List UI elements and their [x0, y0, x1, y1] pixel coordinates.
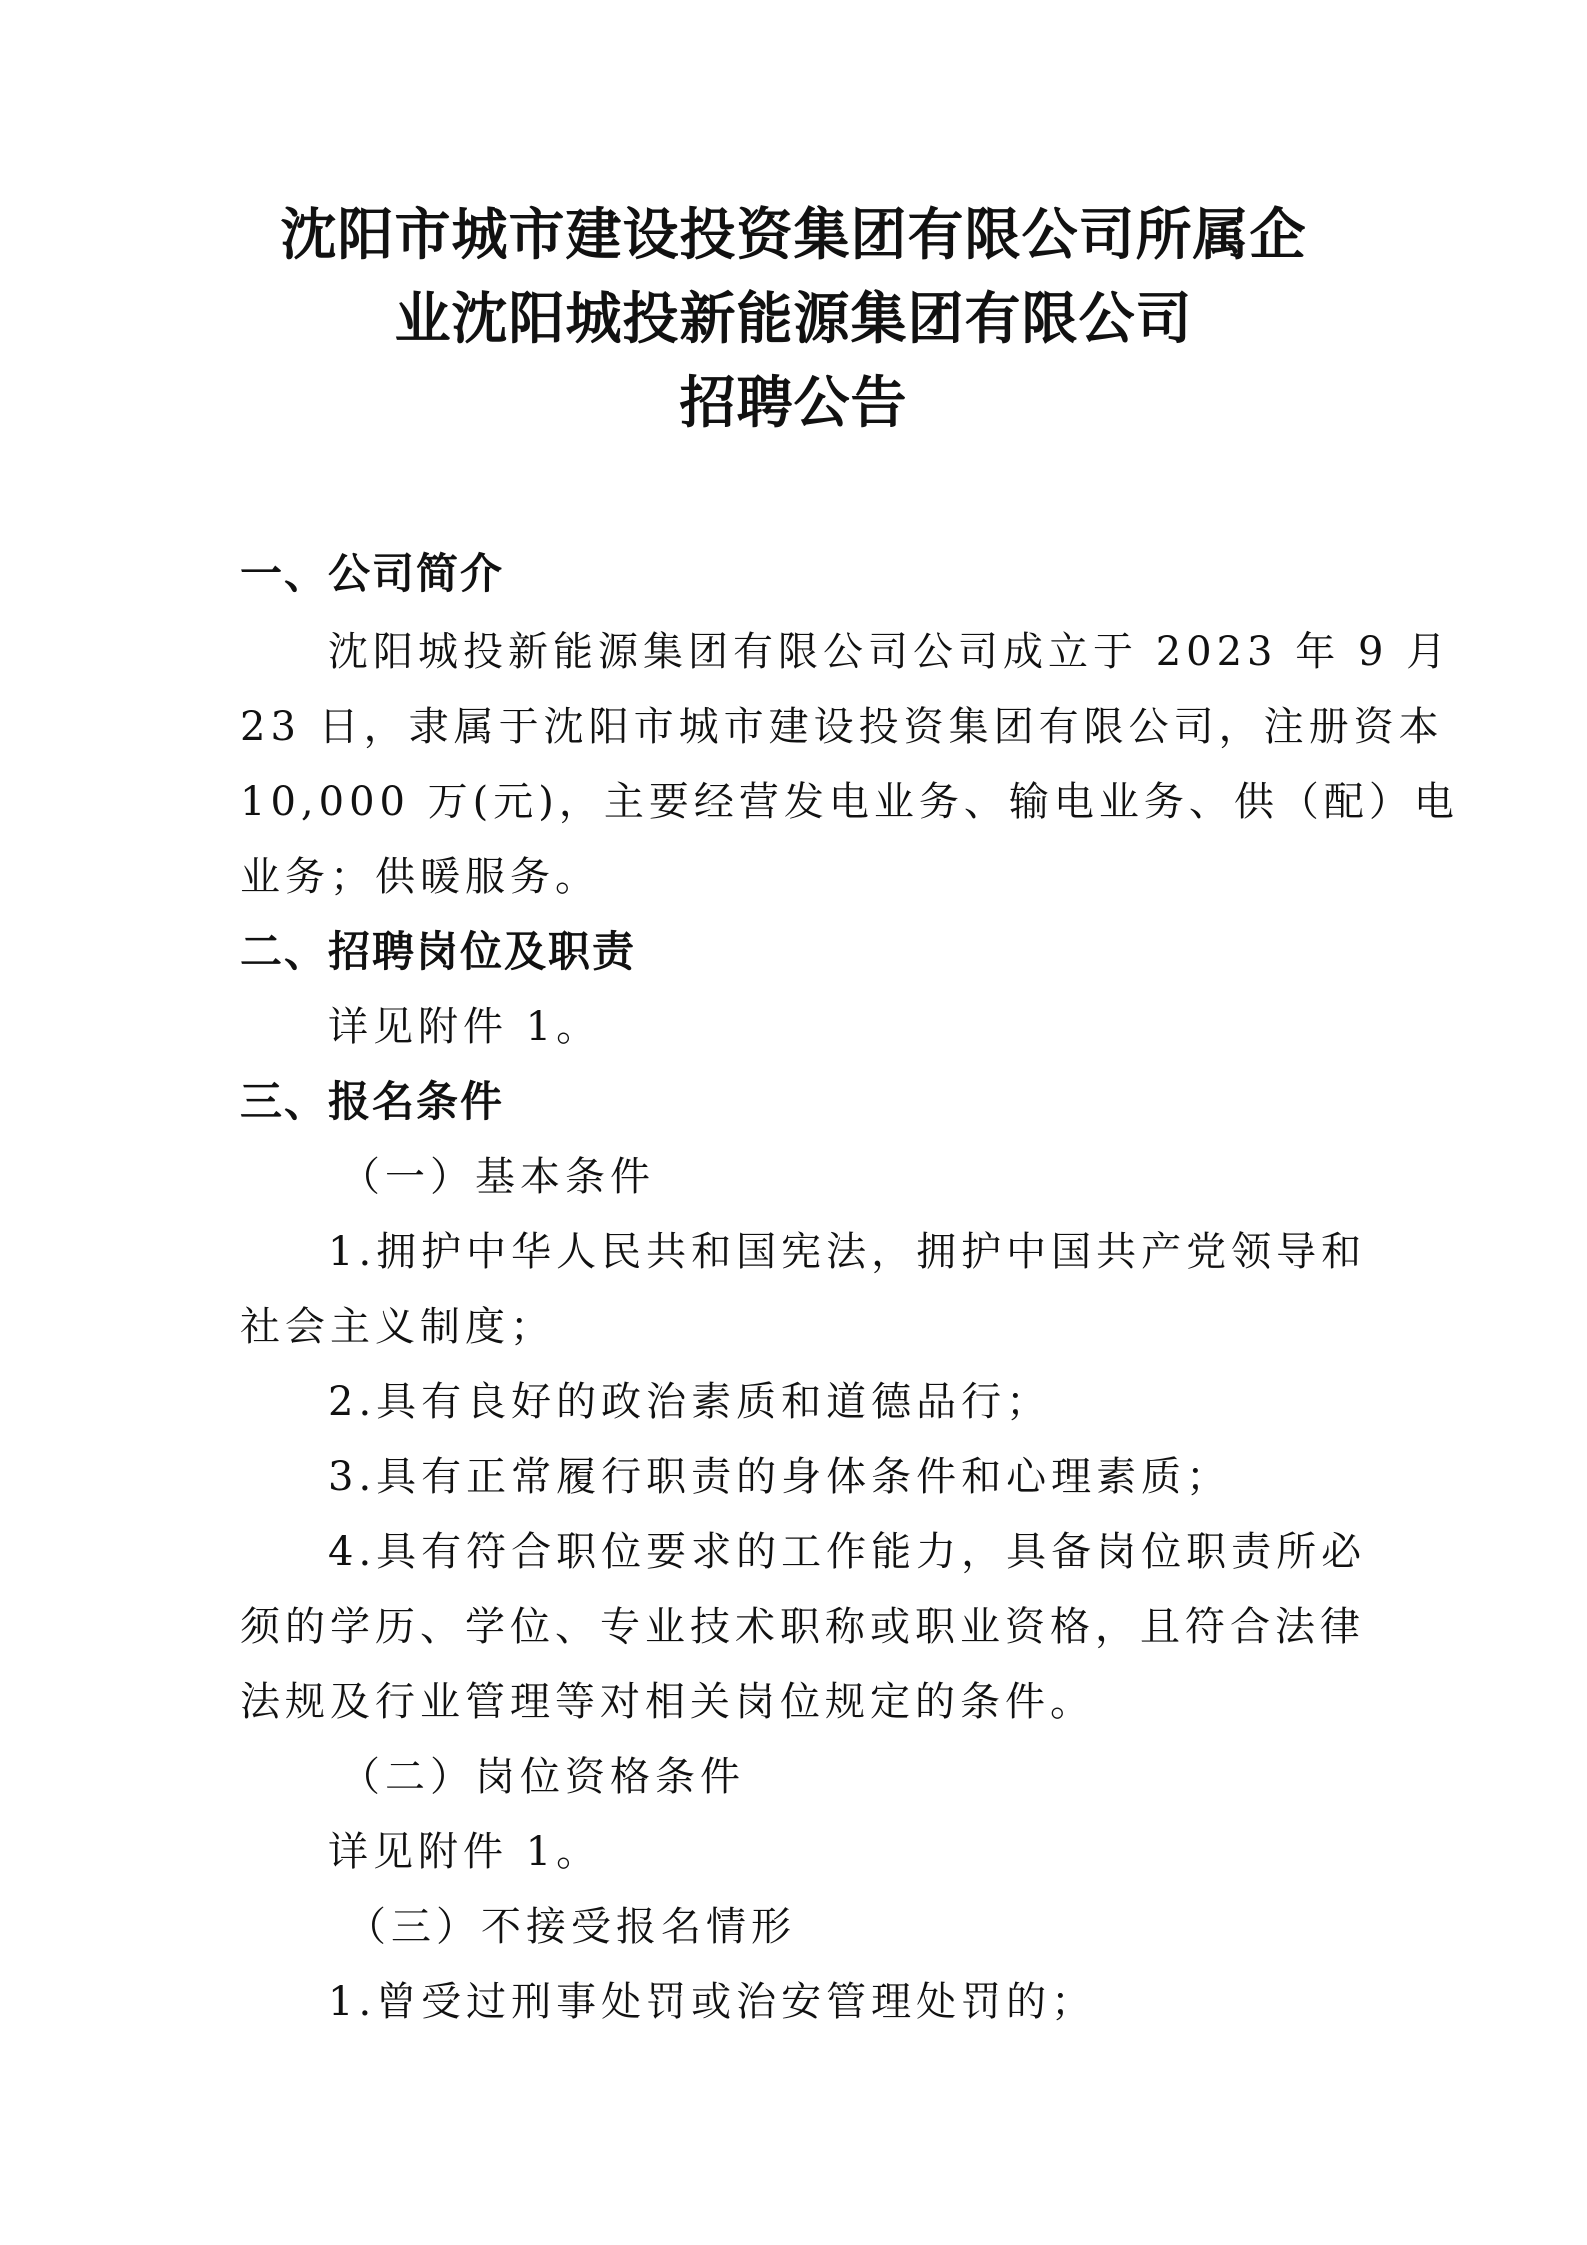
section-3-heading: 三、报名条件: [240, 1077, 505, 1126]
document-title-line-2: 业沈阳城投新能源集团有限公司: [394, 287, 1193, 352]
section-3-sub-3-item-1: 1.曾受过刑事处罚或治安管理处罚的；: [328, 1979, 1097, 2025]
section-3-sub-3-heading: （三）不接受报名情形: [346, 1904, 796, 1950]
document-title-line-1: 沈阳市城市建设投资集团有限公司所属企: [280, 203, 1307, 268]
section-3-sub-1-item-2: 2.具有良好的政治素质和道德品行；: [328, 1379, 1052, 1425]
section-2-heading: 二、招聘岗位及职责: [240, 927, 637, 976]
section-1-line-2: 23 日，隶属于沈阳市城市建设投资集团有限公司，注册资本: [240, 704, 1444, 750]
section-3-sub-1-item-1-line-1: 1.拥护中华人民共和国宪法，拥护中国共产党领导和: [328, 1229, 1367, 1275]
section-3-sub-1-item-4-line-1: 4.具有符合职位要求的工作能力，具备岗位职责所必: [328, 1529, 1367, 1575]
section-1-line-3: 10,000 万(元)，主要经营发电业务、输电业务、供（配）电: [240, 779, 1459, 825]
section-1-line-1: 沈阳城投新能源集团有限公司公司成立于 2023 年 9 月: [328, 629, 1452, 675]
section-1-line-4: 业务；供暖服务。: [240, 854, 600, 900]
section-3-sub-1-item-4-line-3: 法规及行业管理等对相关岗位规定的条件。: [240, 1679, 1095, 1725]
section-3-sub-1-item-3: 3.具有正常履行职责的身体条件和心理素质；: [328, 1454, 1232, 1500]
section-3-sub-1-item-4-line-2: 须的学历、学位、专业技术职称或职业资格，且符合法律: [240, 1604, 1365, 1650]
section-2-text: 详见附件 1。: [328, 1004, 602, 1050]
section-3-sub-2-heading: （二）岗位资格条件: [340, 1754, 745, 1800]
section-3-sub-2-text: 详见附件 1。: [328, 1829, 602, 1875]
section-3-sub-1-item-1-line-2: 社会主义制度；: [240, 1304, 555, 1350]
section-3-sub-1-heading: （一）基本条件: [340, 1154, 655, 1200]
section-1-heading: 一、公司简介: [240, 549, 505, 598]
document-title-line-3: 招聘公告: [679, 371, 908, 436]
